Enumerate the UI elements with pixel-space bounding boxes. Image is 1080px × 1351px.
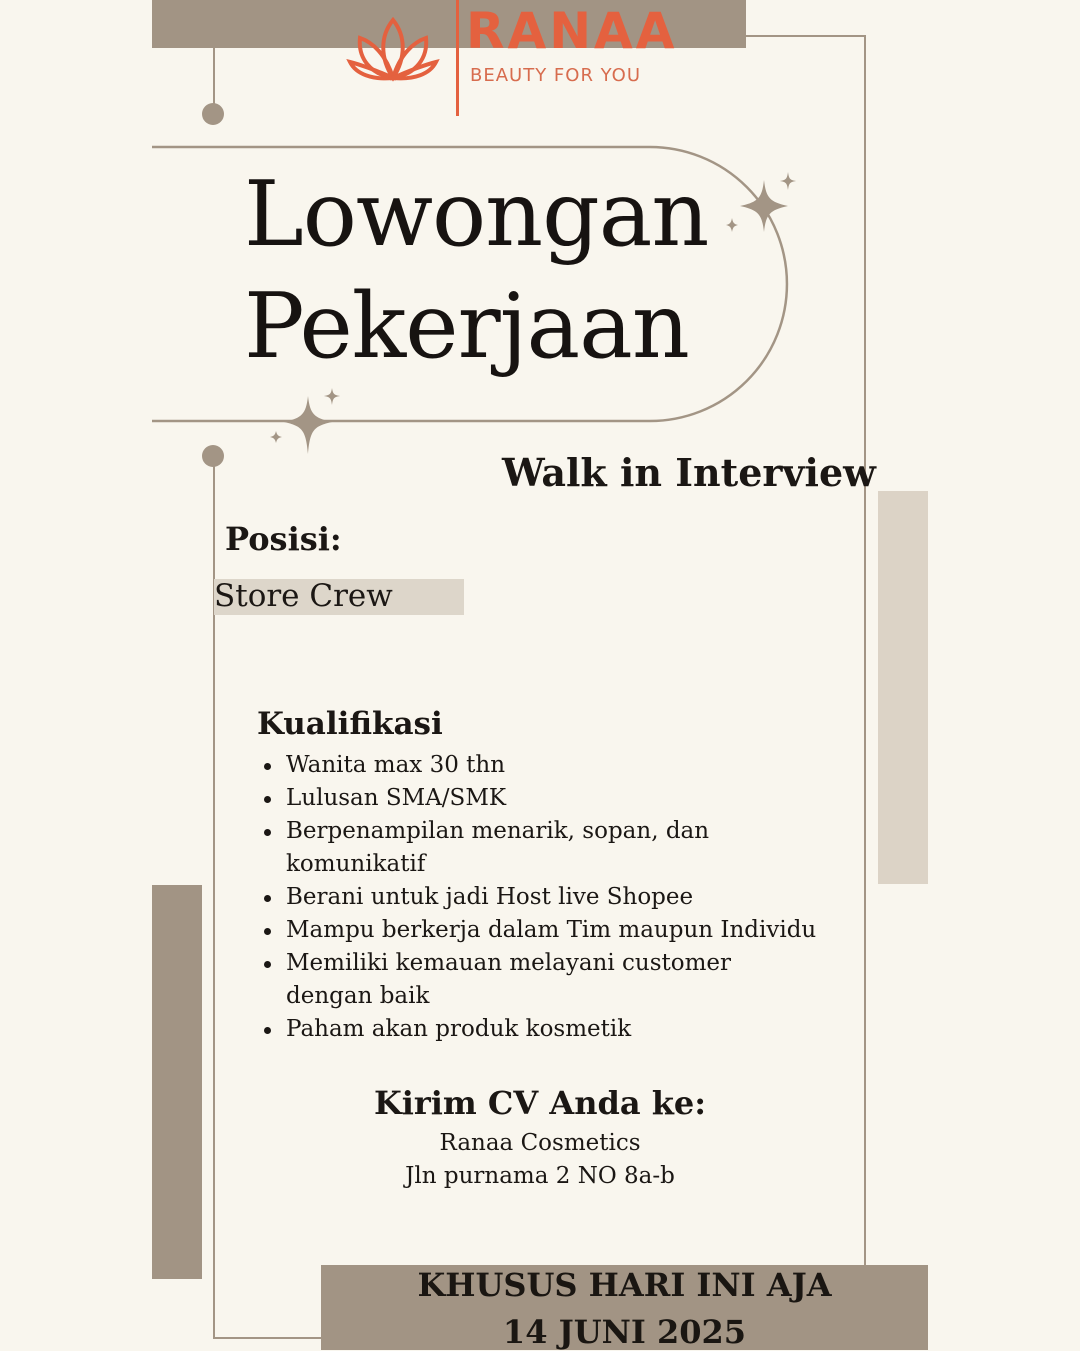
qualifications-title: Kualifikasi (257, 706, 443, 742)
right-decor-band (878, 491, 928, 884)
list-item: Wanita max 30 thn (262, 749, 822, 782)
logo-divider (456, 0, 459, 116)
list-item: Mampu berkerja dalam Tim maupun Individu (262, 914, 822, 947)
promo-line-1: KHUSUS HARI INI AJA (417, 1266, 832, 1304)
headline-line-2: Pekerjaan (244, 274, 689, 379)
list-item: Berpenampilan menarik, sopan, dan komunikatif (262, 815, 822, 881)
position-label: Posisi: (225, 520, 342, 558)
brand-name: RANAA (466, 2, 678, 60)
list-item: Paham akan produk kosmetik (262, 1013, 822, 1046)
promo-date: 14 JUNI 2025 (502, 1313, 747, 1351)
contact-title-text: Kirim CV Anda ke: (373, 1084, 707, 1122)
contact-address (0, 1163, 1080, 1189)
subheadline: Walk in Interview (502, 450, 876, 495)
list-item: Berani untuk jadi Host live Shopee (262, 881, 822, 914)
sparkle-icon (722, 168, 802, 248)
qualifications-list (262, 749, 822, 1046)
frame-bottom-line (213, 1337, 321, 1339)
sparkle-icon (264, 384, 348, 460)
list-item: Memiliki kemauan melayani customer dengan baik (262, 947, 822, 1013)
list-item: Lulusan SMA/SMK (262, 782, 822, 815)
lotus-logo-icon (346, 14, 440, 86)
contact-title (0, 1084, 1080, 1122)
contact-address-text: Jln purnama 2 NO 8a-b (405, 1163, 675, 1189)
brand-tagline: BEAUTY FOR YOU (470, 65, 642, 86)
contact-company-text: Ranaa Cosmetics (439, 1130, 641, 1156)
left-decor-band (152, 885, 202, 1279)
position-value: Store Crew (214, 578, 393, 614)
contact-company (0, 1130, 1080, 1156)
headline-line-1: Lowongan (244, 162, 709, 267)
